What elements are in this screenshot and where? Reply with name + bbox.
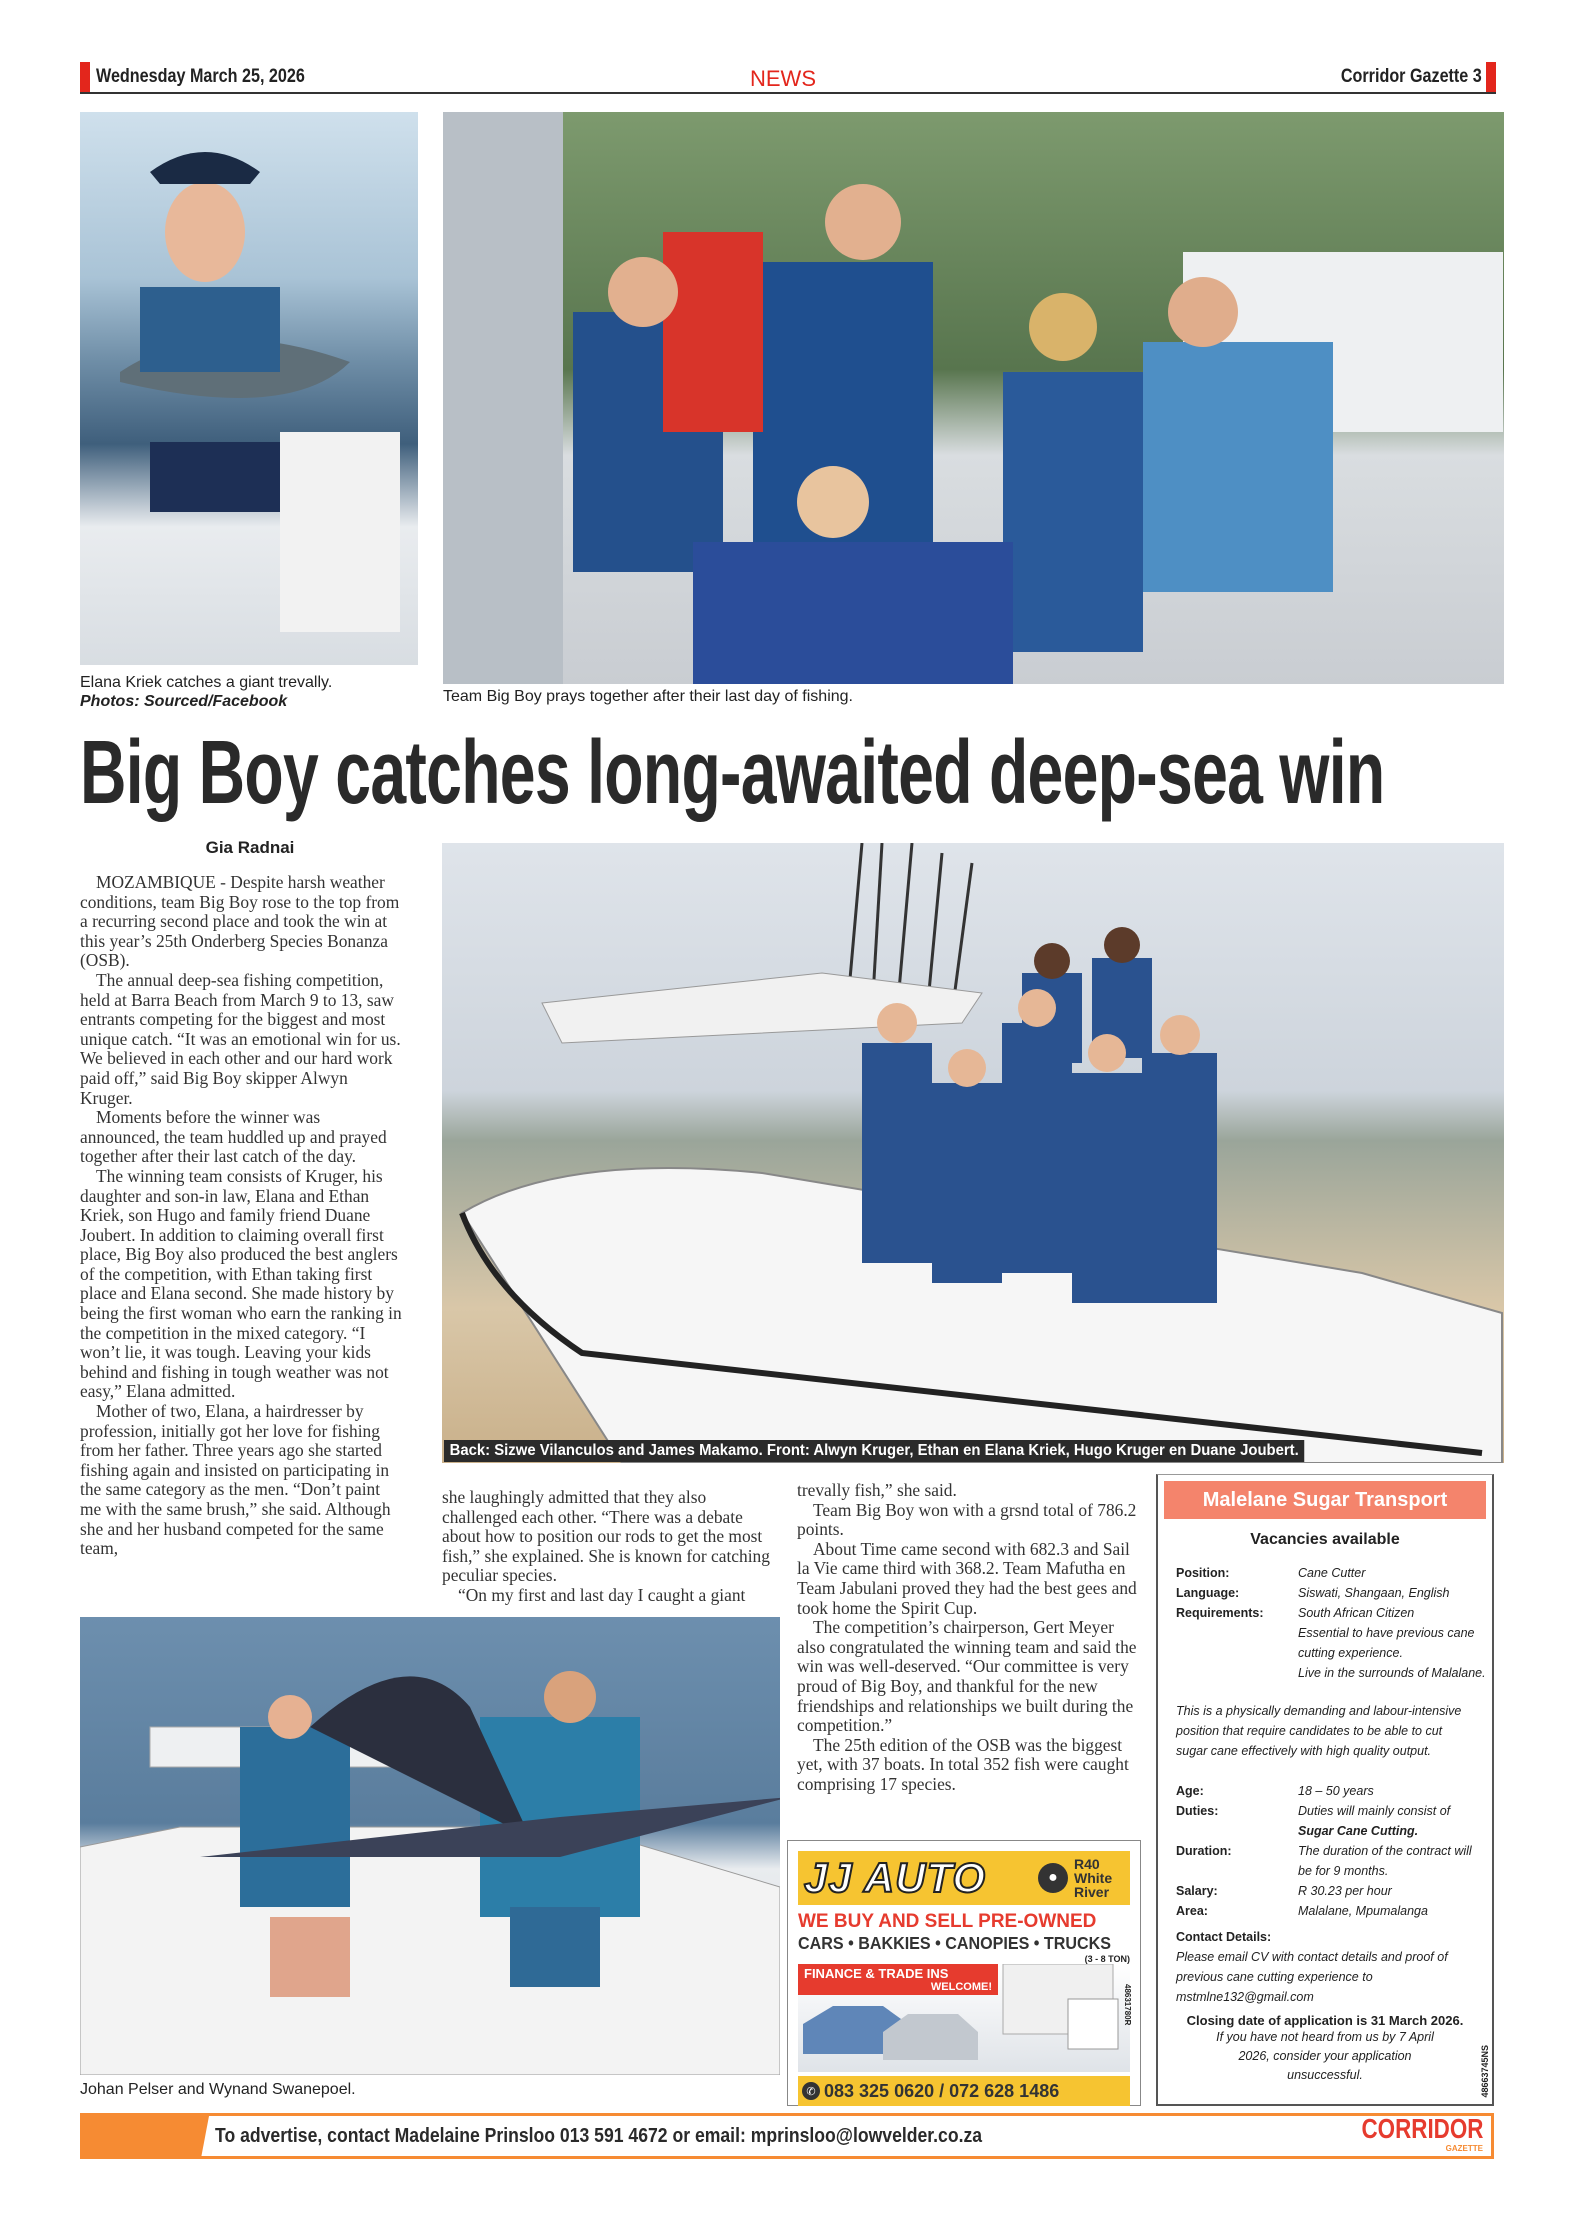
label: Language:: [1176, 1586, 1240, 1600]
label: Age:: [1176, 1784, 1204, 1798]
jj-location: [1038, 1857, 1124, 1899]
label: Position:: [1176, 1566, 1230, 1580]
jj-logo-band: [798, 1851, 1130, 1905]
paragraph: “On my first and last day I caught a giant: [458, 1584, 746, 1605]
value: Siswati, Shangaan, English: [1298, 1586, 1450, 1600]
headline: Big Boy catches long-awaited deep-sea win: [80, 723, 1385, 823]
photo-caption-2: Team Big Boy prays together after their last day of fishing.: [443, 688, 853, 705]
paragraph: trevally fish,” she said.: [797, 1480, 957, 1500]
footer-advertise-text: To advertise, contact Madelaine Prinsloo 013 591 4672 or email: mprinsloo@lowvelder.co.za: [215, 2125, 983, 2147]
photo-team-on-boat: [442, 843, 1504, 1463]
corridor-gazette-logo: [1331, 2114, 1483, 2153]
paragraph: MOZAMBIQUE - Despite harsh weather conditions, team Big Boy rose to the top from a recurring second place and took the win at this year’s 25th Onderberg Species Bonanza (OSB).: [80, 872, 400, 971]
header-rule: [80, 92, 1496, 94]
vacancy-duties: [1164, 1801, 1486, 1841]
vacancy-note: This is a physically demanding and labour-intensive position that require candidates to be able to cut sugar cane effectively with high quality output.: [1176, 1704, 1462, 1758]
vacancy-area: [1164, 1901, 1486, 1921]
jj-location-text: R40 White River: [1074, 1856, 1113, 1900]
paragraph: The competition’s chairperson, Gert Meyer also congratulated the winning team and said the win was well-deserved. “Our committee is very proud of Big Boy, and thankful for the new friendships and relationships we built during the competition.”: [797, 1617, 1137, 1736]
phone-icon: ✆: [802, 2082, 820, 2100]
paragraph: Mother of two, Elana, a hairdresser by profession, initially got her love for fishing from her father. Three years ago she started fishing again and insisted on participating in the same category as the men. “Don’t paint me with the same brush,” she said. Although she and her husband competed for the same team,: [80, 1401, 391, 1559]
vacancy-salary: [1164, 1881, 1486, 1901]
value: Sugar Cane Cutting.: [1298, 1824, 1419, 1838]
article-column-3: [797, 1481, 1137, 1795]
photo-caption-4: Johan Pelser and Wynand Swanepoel.: [80, 2081, 356, 2098]
jj-auto-advert: [787, 1840, 1141, 2106]
footer-accent: [83, 2116, 209, 2156]
vacancy-contact-label: Contact Details:: [1176, 1930, 1272, 1944]
issue-date: Wednesday March 25, 2026: [96, 66, 305, 87]
jj-items: CARS • BAKKIES • CANOPIES • TRUCKS: [798, 1933, 1112, 1953]
byline: Gia Radnai: [205, 838, 295, 857]
value: South African Citizen: [1298, 1606, 1415, 1620]
article-column-2: [442, 1488, 772, 1606]
value: Essential to have previous cane cutting experience.: [1298, 1626, 1475, 1660]
value: Malalane, Mpumalanga: [1298, 1904, 1428, 1918]
label: Duties:: [1176, 1804, 1219, 1818]
value: Duties will mainly consist of: [1298, 1804, 1451, 1818]
vacancy-advert: [1156, 1474, 1494, 2106]
paragraph: Moments before the winner was announced, the team huddled up and prayed together after their last catch of the day.: [80, 1107, 387, 1167]
label: Requirements:: [1176, 1606, 1264, 1620]
logo-text: CORRIDOR: [1361, 2113, 1483, 2144]
jj-truck-note: (3 - 8 TON): [1084, 1954, 1130, 1964]
vacancy-contact: Please email CV with contact details and proof of previous cane cutting experience to: [1176, 1950, 1448, 1984]
label: Duration:: [1176, 1844, 1232, 1858]
caption-text: Elana Kriek catches a giant trevally.: [80, 674, 333, 691]
value: Cane Cutter: [1298, 1566, 1366, 1580]
photo-sailfish: [80, 1617, 780, 2075]
jj-vehicles-image: [798, 1964, 1130, 2072]
footer-advertise-banner: [80, 2113, 1494, 2159]
jj-phone: 083 325 0620 / 072 628 1486: [824, 2080, 1060, 2101]
vacancy-closing-note: If you have not heard from us by 7 April 2026, consider your application unsuccessful.: [1216, 2030, 1434, 2082]
jj-phone-band: [798, 2076, 1130, 2106]
paragraph: The annual deep-sea fishing competition, held at Barra Beach from March 9 to 13, saw entrants competing for the biggest and most unique catch. “It was an emotional win for us. We believed in each other and our hard work paid off,” said Big Boy skipper Alwyn Kruger.: [80, 969, 401, 1108]
vacancy-ref: 48663745NS: [1480, 2045, 1490, 2098]
jj-logo: JJ AUTO: [804, 1854, 987, 1901]
header-accent-left: [80, 62, 90, 94]
paragraph: The 25th edition of the OSB was the biggest yet, with 37 boats. In total 352 fish were caught comprising 17 species.: [797, 1734, 1129, 1794]
photo-caption-1: [80, 673, 332, 711]
paragraph: Team Big Boy won with a grsnd total of 786.2 points.: [797, 1499, 1137, 1540]
paragraph: The winning team consists of Kruger, his daughter and son-in law, Elana and Ethan Kriek, son Hugo and family friend Duane Joubert. In addition to claiming overall first place, Big Boy also produced the best anglers of the competition, with Ethan taking first place and Elana second. She made history by being the first woman who earn the ranking in the competition in the mixed category. “I won’t lie, it was tough. Leaving your kids behind and fishing in tough weather was not easy,” Elana admitted.: [80, 1165, 402, 1402]
vacancy-requirements: [1164, 1603, 1486, 1683]
value: The duration of the contract will be for 9 months.: [1298, 1844, 1472, 1878]
jj-finance-banner: [798, 1964, 998, 1995]
photo-caption-3: Back: Sizwe Vilanculos and James Makamo. Front: Alwyn Kruger, Ethan en Elana Kriek, Hugo Kruger en Duane Joubert.: [444, 1440, 1304, 1462]
vacancy-email[interactable]: mstmlne132@gmail.com: [1176, 1990, 1314, 2004]
section-label: NEWS: [750, 66, 816, 91]
value: 18 – 50 years: [1298, 1784, 1374, 1798]
paragraph: she laughingly admitted that they also challenged each other. “There was a debate about how to position our rods to get the most fish,” she explained. She is known for catching peculiar species.: [442, 1487, 770, 1586]
publication-page: Corridor Gazette 3: [1341, 66, 1482, 87]
value: R 30.23 per hour: [1298, 1884, 1392, 1898]
vacancy-age: [1164, 1781, 1486, 1801]
jj-headline: WE BUY AND SELL PRE-OWNED: [798, 1911, 1097, 1932]
article-column-1: [80, 873, 402, 1559]
jj-welcome: WELCOME!: [930, 1981, 992, 1993]
vacancy-language: [1164, 1583, 1486, 1603]
photo-team-praying: [443, 112, 1504, 684]
label: Salary:: [1176, 1884, 1218, 1898]
map-pin-icon: ●: [1038, 1863, 1068, 1893]
vacancy-position: [1164, 1563, 1486, 1583]
vacancy-duration: [1164, 1841, 1486, 1881]
logo-sub: GAZETTE: [1445, 2144, 1483, 2153]
vacancy-company: Malelane Sugar Transport: [1164, 1481, 1486, 1519]
jj-finance: FINANCE & TRADE INS: [804, 1966, 949, 1981]
label: Area:: [1176, 1904, 1208, 1918]
value: Live in the surrounds of Malalane.: [1298, 1666, 1486, 1680]
photo-credit: Photos: Sourced/Facebook: [80, 693, 288, 710]
vacancy-subtitle: Vacancies available: [1250, 1531, 1400, 1548]
vacancy-closing: Closing date of application is 31 March 2026.: [1186, 2013, 1464, 2028]
header-accent-right: [1486, 62, 1496, 94]
jj-ref: 48631780R: [1123, 1984, 1132, 2026]
photo-elana-trevally: [80, 112, 418, 665]
paragraph: About Time came second with 682.3 and Sail la Vie came third with 368.2. Team Mafutha en Team Jabulani proved they had the best gees and took home the Spirit Cup.: [797, 1538, 1137, 1618]
